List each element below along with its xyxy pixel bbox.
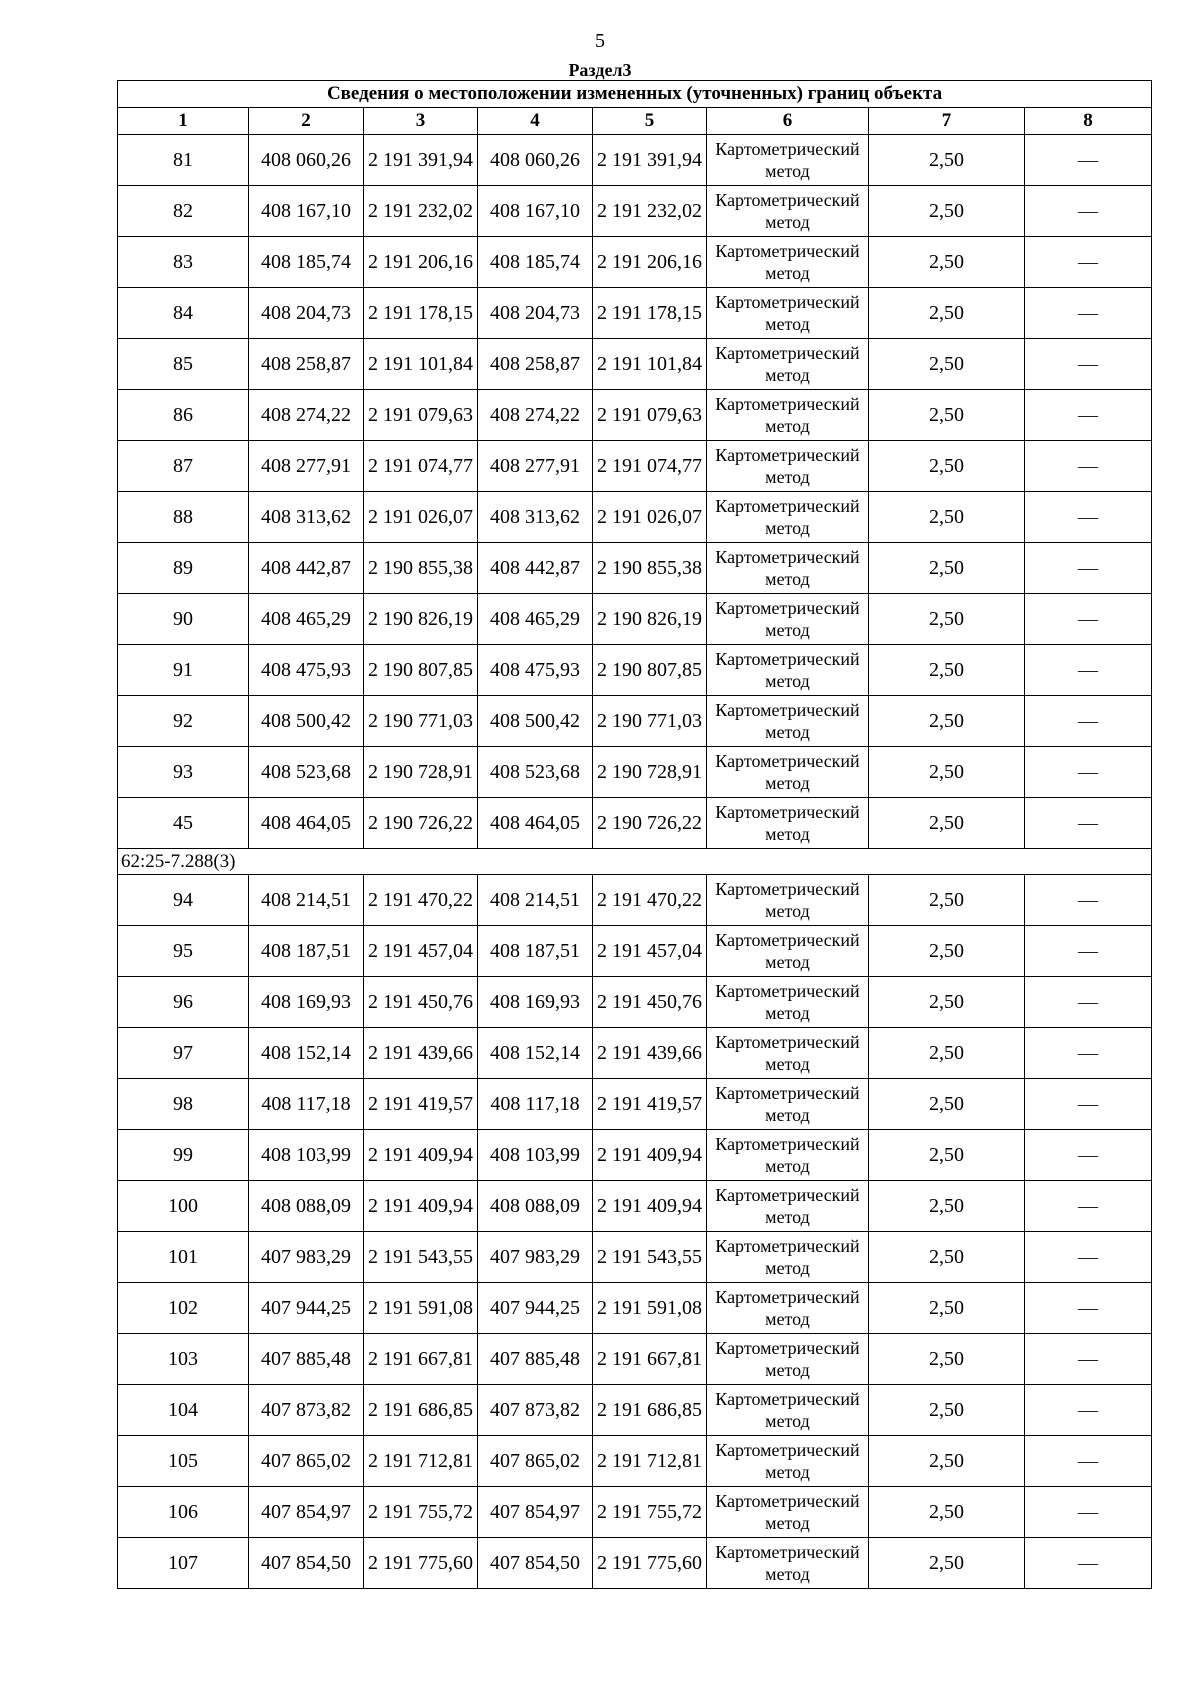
coord-x-new-cell: 407 854,50: [478, 1538, 593, 1589]
coord-y-new-cell: 2 191 391,94: [593, 135, 707, 186]
coord-x-new-cell: 408 103,99: [478, 1130, 593, 1181]
table-row: [118, 696, 1152, 747]
coord-x-new-cell: 408 169,93: [478, 977, 593, 1028]
accuracy-cell: 2,50: [869, 1334, 1025, 1385]
point-number-cell: 104: [118, 1385, 249, 1436]
coord-y-old-cell: 2 191 391,94: [364, 135, 478, 186]
coord-x-new-cell: 407 885,48: [478, 1334, 593, 1385]
coord-y-old-cell: 2 191 439,66: [364, 1028, 478, 1079]
accuracy-cell: 2,50: [869, 977, 1025, 1028]
accuracy-cell: 2,50: [869, 594, 1025, 645]
table-row: [118, 1283, 1152, 1334]
coord-y-new-cell: 2 191 775,60: [593, 1538, 707, 1589]
coord-y-old-cell: 2 191 409,94: [364, 1130, 478, 1181]
accuracy-cell: 2,50: [869, 135, 1025, 186]
method-cell: Картометрический метод: [707, 1385, 869, 1436]
accuracy-cell: 2,50: [869, 926, 1025, 977]
table-row: [118, 1334, 1152, 1385]
table-row: [118, 1538, 1152, 1589]
coord-y-old-cell: 2 190 728,91: [364, 747, 478, 798]
coord-y-old-cell: 2 191 457,04: [364, 926, 478, 977]
point-number-cell: 81: [118, 135, 249, 186]
coord-y-new-cell: 2 191 686,85: [593, 1385, 707, 1436]
coord-x-new-cell: 408 204,73: [478, 288, 593, 339]
coord-y-old-cell: 2 191 712,81: [364, 1436, 478, 1487]
coord-y-old-cell: 2 191 591,08: [364, 1283, 478, 1334]
description-cell: —: [1025, 798, 1152, 849]
coord-y-new-cell: 2 191 450,76: [593, 977, 707, 1028]
point-number-cell: 88: [118, 492, 249, 543]
method-cell: Картометрический метод: [707, 135, 869, 186]
coord-x-old-cell: 408 117,18: [249, 1079, 364, 1130]
coord-x-new-cell: 408 475,93: [478, 645, 593, 696]
coord-y-old-cell: 2 191 232,02: [364, 186, 478, 237]
point-number-cell: 103: [118, 1334, 249, 1385]
method-cell: Картометрический метод: [707, 441, 869, 492]
point-number-cell: 98: [118, 1079, 249, 1130]
point-number-cell: 100: [118, 1181, 249, 1232]
page-number: 5: [595, 30, 605, 52]
coord-y-old-cell: 2 191 450,76: [364, 977, 478, 1028]
method-cell: Картометрический метод: [707, 747, 869, 798]
coord-y-old-cell: 2 191 686,85: [364, 1385, 478, 1436]
coord-y-old-cell: 2 190 726,22: [364, 798, 478, 849]
accuracy-cell: 2,50: [869, 1181, 1025, 1232]
description-cell: —: [1025, 977, 1152, 1028]
column-number: 7: [869, 108, 1025, 135]
section-title: Раздел3: [568, 60, 632, 80]
description-cell: —: [1025, 594, 1152, 645]
coord-x-old-cell: 407 983,29: [249, 1232, 364, 1283]
coord-y-new-cell: 2 191 470,22: [593, 875, 707, 926]
accuracy-cell: 2,50: [869, 1283, 1025, 1334]
accuracy-cell: 2,50: [869, 237, 1025, 288]
method-cell: Картометрический метод: [707, 186, 869, 237]
table-caption: Сведения о местоположении измененных (уточненных) границ объекта: [118, 81, 1152, 108]
table-row: [118, 288, 1152, 339]
accuracy-cell: 2,50: [869, 1028, 1025, 1079]
coord-y-old-cell: 2 190 771,03: [364, 696, 478, 747]
coord-x-old-cell: 408 523,68: [249, 747, 364, 798]
description-cell: —: [1025, 237, 1152, 288]
table-row: [118, 492, 1152, 543]
method-cell: Картометрический метод: [707, 977, 869, 1028]
coord-x-new-cell: 407 873,82: [478, 1385, 593, 1436]
coord-x-old-cell: 408 475,93: [249, 645, 364, 696]
coord-y-old-cell: 2 191 755,72: [364, 1487, 478, 1538]
point-number-cell: 86: [118, 390, 249, 441]
method-cell: Картометрический метод: [707, 1487, 869, 1538]
coord-y-new-cell: 2 191 667,81: [593, 1334, 707, 1385]
coord-y-new-cell: 2 191 232,02: [593, 186, 707, 237]
coord-y-old-cell: 2 191 074,77: [364, 441, 478, 492]
coord-x-old-cell: 408 274,22: [249, 390, 364, 441]
description-cell: —: [1025, 1028, 1152, 1079]
coord-y-old-cell: 2 191 470,22: [364, 875, 478, 926]
coord-x-new-cell: 408 442,87: [478, 543, 593, 594]
coord-x-old-cell: 407 944,25: [249, 1283, 364, 1334]
coord-x-old-cell: 408 464,05: [249, 798, 364, 849]
table-row: [118, 1487, 1152, 1538]
method-cell: Картометрический метод: [707, 1334, 869, 1385]
table-row: [118, 339, 1152, 390]
coord-x-new-cell: 408 117,18: [478, 1079, 593, 1130]
coord-x-old-cell: 408 103,99: [249, 1130, 364, 1181]
coord-y-old-cell: 2 191 178,15: [364, 288, 478, 339]
method-cell: Картометрический метод: [707, 492, 869, 543]
coord-y-new-cell: 2 191 074,77: [593, 441, 707, 492]
point-number-cell: 90: [118, 594, 249, 645]
point-number-cell: 85: [118, 339, 249, 390]
table-row: [118, 875, 1152, 926]
table-row: [118, 1232, 1152, 1283]
coord-y-new-cell: 2 191 755,72: [593, 1487, 707, 1538]
table-row: [118, 1028, 1152, 1079]
point-number-cell: 92: [118, 696, 249, 747]
method-cell: Картометрический метод: [707, 543, 869, 594]
coord-y-new-cell: 2 190 807,85: [593, 645, 707, 696]
description-cell: —: [1025, 645, 1152, 696]
method-cell: Картометрический метод: [707, 875, 869, 926]
coord-y-new-cell: 2 190 826,19: [593, 594, 707, 645]
description-cell: —: [1025, 1181, 1152, 1232]
coord-x-new-cell: 408 274,22: [478, 390, 593, 441]
method-cell: Картометрический метод: [707, 1436, 869, 1487]
method-cell: Картометрический метод: [707, 645, 869, 696]
method-cell: Картометрический метод: [707, 1028, 869, 1079]
coord-x-new-cell: 408 277,91: [478, 441, 593, 492]
coord-y-new-cell: 2 191 712,81: [593, 1436, 707, 1487]
table-row: [118, 1079, 1152, 1130]
coord-y-old-cell: 2 190 855,38: [364, 543, 478, 594]
coord-x-new-cell: 407 944,25: [478, 1283, 593, 1334]
coord-x-old-cell: 408 258,87: [249, 339, 364, 390]
coord-x-old-cell: 408 313,62: [249, 492, 364, 543]
description-cell: —: [1025, 288, 1152, 339]
table-row: [118, 645, 1152, 696]
point-number-cell: 95: [118, 926, 249, 977]
coord-y-new-cell: 2 191 409,94: [593, 1181, 707, 1232]
point-number-cell: 82: [118, 186, 249, 237]
table-row: [118, 135, 1152, 186]
coord-x-new-cell: 408 185,74: [478, 237, 593, 288]
accuracy-cell: 2,50: [869, 390, 1025, 441]
accuracy-cell: 2,50: [869, 186, 1025, 237]
point-number-cell: 94: [118, 875, 249, 926]
accuracy-cell: 2,50: [869, 339, 1025, 390]
coord-y-new-cell: 2 191 101,84: [593, 339, 707, 390]
coord-x-new-cell: 408 465,29: [478, 594, 593, 645]
coord-x-new-cell: 408 088,09: [478, 1181, 593, 1232]
boundary-table: [117, 80, 1152, 1589]
description-cell: —: [1025, 1079, 1152, 1130]
coord-y-old-cell: 2 191 101,84: [364, 339, 478, 390]
accuracy-cell: 2,50: [869, 1079, 1025, 1130]
coord-y-old-cell: 2 191 206,16: [364, 237, 478, 288]
description-cell: —: [1025, 135, 1152, 186]
accuracy-cell: 2,50: [869, 492, 1025, 543]
method-cell: Картометрический метод: [707, 1232, 869, 1283]
description-cell: —: [1025, 186, 1152, 237]
point-number-cell: 102: [118, 1283, 249, 1334]
column-number: 5: [593, 108, 707, 135]
coord-y-new-cell: 2 191 206,16: [593, 237, 707, 288]
coord-y-old-cell: 2 190 807,85: [364, 645, 478, 696]
coord-y-new-cell: 2 191 419,57: [593, 1079, 707, 1130]
coord-x-old-cell: 408 277,91: [249, 441, 364, 492]
method-cell: Картометрический метод: [707, 594, 869, 645]
coord-x-old-cell: 408 442,87: [249, 543, 364, 594]
accuracy-cell: 2,50: [869, 875, 1025, 926]
description-cell: —: [1025, 1283, 1152, 1334]
coord-y-old-cell: 2 191 419,57: [364, 1079, 478, 1130]
description-cell: —: [1025, 747, 1152, 798]
coord-x-old-cell: 407 885,48: [249, 1334, 364, 1385]
coord-y-old-cell: 2 191 543,55: [364, 1232, 478, 1283]
description-cell: —: [1025, 1232, 1152, 1283]
point-number-cell: 105: [118, 1436, 249, 1487]
coord-x-new-cell: 407 865,02: [478, 1436, 593, 1487]
coord-y-new-cell: 2 191 178,15: [593, 288, 707, 339]
coord-x-old-cell: 408 088,09: [249, 1181, 364, 1232]
coord-x-old-cell: 408 465,29: [249, 594, 364, 645]
coord-x-new-cell: 408 060,26: [478, 135, 593, 186]
table-row: [118, 594, 1152, 645]
method-cell: Картометрический метод: [707, 926, 869, 977]
method-cell: Картометрический метод: [707, 1283, 869, 1334]
table-row: [118, 1385, 1152, 1436]
coord-x-old-cell: 408 167,10: [249, 186, 364, 237]
method-cell: Картометрический метод: [707, 1130, 869, 1181]
coord-x-new-cell: 408 258,87: [478, 339, 593, 390]
coord-x-old-cell: 407 854,50: [249, 1538, 364, 1589]
coord-y-new-cell: 2 191 409,94: [593, 1130, 707, 1181]
accuracy-cell: 2,50: [869, 696, 1025, 747]
point-number-cell: 106: [118, 1487, 249, 1538]
accuracy-cell: 2,50: [869, 543, 1025, 594]
coord-y-old-cell: 2 191 775,60: [364, 1538, 478, 1589]
accuracy-cell: 2,50: [869, 798, 1025, 849]
method-cell: Картометрический метод: [707, 1181, 869, 1232]
coord-x-old-cell: 407 865,02: [249, 1436, 364, 1487]
description-cell: —: [1025, 875, 1152, 926]
column-number: 8: [1025, 108, 1152, 135]
column-number-row: [118, 108, 1152, 135]
description-cell: —: [1025, 1334, 1152, 1385]
column-number: 3: [364, 108, 478, 135]
coord-x-new-cell: 408 313,62: [478, 492, 593, 543]
coord-y-new-cell: 2 190 771,03: [593, 696, 707, 747]
coord-y-new-cell: 2 191 457,04: [593, 926, 707, 977]
point-number-cell: 83: [118, 237, 249, 288]
method-cell: Картометрический метод: [707, 798, 869, 849]
coord-x-old-cell: 408 204,73: [249, 288, 364, 339]
coord-x-old-cell: 408 152,14: [249, 1028, 364, 1079]
table-row: [118, 1130, 1152, 1181]
point-number-cell: 89: [118, 543, 249, 594]
coord-x-new-cell: 408 523,68: [478, 747, 593, 798]
coord-x-old-cell: 407 854,97: [249, 1487, 364, 1538]
point-number-cell: 93: [118, 747, 249, 798]
description-cell: —: [1025, 543, 1152, 594]
point-number-cell: 91: [118, 645, 249, 696]
description-cell: —: [1025, 339, 1152, 390]
method-cell: Картометрический метод: [707, 696, 869, 747]
table-caption-row: [118, 81, 1152, 108]
method-cell: Картометрический метод: [707, 390, 869, 441]
table-row: [118, 441, 1152, 492]
point-number-cell: 107: [118, 1538, 249, 1589]
table-row: [118, 390, 1152, 441]
point-number-cell: 101: [118, 1232, 249, 1283]
coord-y-new-cell: 2 191 439,66: [593, 1028, 707, 1079]
description-cell: —: [1025, 696, 1152, 747]
accuracy-cell: 2,50: [869, 288, 1025, 339]
coord-x-old-cell: 408 214,51: [249, 875, 364, 926]
description-cell: —: [1025, 1538, 1152, 1589]
accuracy-cell: 2,50: [869, 1436, 1025, 1487]
accuracy-cell: 2,50: [869, 645, 1025, 696]
point-number-cell: 96: [118, 977, 249, 1028]
table-row: [118, 543, 1152, 594]
coord-x-new-cell: 407 854,97: [478, 1487, 593, 1538]
coord-x-new-cell: 408 152,14: [478, 1028, 593, 1079]
column-number: 6: [707, 108, 869, 135]
coord-x-old-cell: 408 185,74: [249, 237, 364, 288]
description-cell: —: [1025, 926, 1152, 977]
coord-y-new-cell: 2 190 855,38: [593, 543, 707, 594]
description-cell: —: [1025, 1385, 1152, 1436]
table-row: [118, 977, 1152, 1028]
group-label: 62:25-7.288(3): [118, 849, 1152, 875]
accuracy-cell: 2,50: [869, 1538, 1025, 1589]
coord-x-new-cell: 408 187,51: [478, 926, 593, 977]
coord-y-new-cell: 2 191 543,55: [593, 1232, 707, 1283]
coord-y-new-cell: 2 191 079,63: [593, 390, 707, 441]
table-row: [118, 747, 1152, 798]
coord-y-new-cell: 2 191 026,07: [593, 492, 707, 543]
coord-x-new-cell: 408 167,10: [478, 186, 593, 237]
method-cell: Картометрический метод: [707, 288, 869, 339]
coord-y-old-cell: 2 191 079,63: [364, 390, 478, 441]
method-cell: Картометрический метод: [707, 1538, 869, 1589]
point-number-cell: 45: [118, 798, 249, 849]
table-row: [118, 1181, 1152, 1232]
description-cell: —: [1025, 492, 1152, 543]
table-row: [118, 798, 1152, 849]
point-number-cell: 97: [118, 1028, 249, 1079]
description-cell: —: [1025, 1130, 1152, 1181]
accuracy-cell: 2,50: [869, 441, 1025, 492]
coord-x-new-cell: 408 500,42: [478, 696, 593, 747]
description-cell: —: [1025, 441, 1152, 492]
coord-x-old-cell: 407 873,82: [249, 1385, 364, 1436]
coord-y-old-cell: 2 190 826,19: [364, 594, 478, 645]
table-row: [118, 926, 1152, 977]
table-row: [118, 1436, 1152, 1487]
column-number: 4: [478, 108, 593, 135]
coord-y-old-cell: 2 191 026,07: [364, 492, 478, 543]
description-cell: —: [1025, 1487, 1152, 1538]
description-cell: —: [1025, 390, 1152, 441]
coord-y-new-cell: 2 191 591,08: [593, 1283, 707, 1334]
coord-y-new-cell: 2 190 726,22: [593, 798, 707, 849]
accuracy-cell: 2,50: [869, 1487, 1025, 1538]
coord-y-old-cell: 2 191 667,81: [364, 1334, 478, 1385]
coord-x-old-cell: 408 500,42: [249, 696, 364, 747]
group-header-row: [118, 849, 1152, 875]
table-row: [118, 186, 1152, 237]
accuracy-cell: 2,50: [869, 1130, 1025, 1181]
method-cell: Картометрический метод: [707, 237, 869, 288]
point-number-cell: 99: [118, 1130, 249, 1181]
coord-y-old-cell: 2 191 409,94: [364, 1181, 478, 1232]
accuracy-cell: 2,50: [869, 747, 1025, 798]
coord-y-new-cell: 2 190 728,91: [593, 747, 707, 798]
accuracy-cell: 2,50: [869, 1385, 1025, 1436]
method-cell: Картометрический метод: [707, 1079, 869, 1130]
coord-x-new-cell: 408 214,51: [478, 875, 593, 926]
coord-x-old-cell: 408 187,51: [249, 926, 364, 977]
coord-x-new-cell: 407 983,29: [478, 1232, 593, 1283]
accuracy-cell: 2,50: [869, 1232, 1025, 1283]
description-cell: —: [1025, 1436, 1152, 1487]
coord-x-old-cell: 408 060,26: [249, 135, 364, 186]
point-number-cell: 87: [118, 441, 249, 492]
point-number-cell: 84: [118, 288, 249, 339]
column-number: 2: [249, 108, 364, 135]
table-body: [118, 135, 1152, 1589]
table-row: [118, 237, 1152, 288]
column-number: 1: [118, 108, 249, 135]
coord-x-old-cell: 408 169,93: [249, 977, 364, 1028]
coord-x-new-cell: 408 464,05: [478, 798, 593, 849]
method-cell: Картометрический метод: [707, 339, 869, 390]
